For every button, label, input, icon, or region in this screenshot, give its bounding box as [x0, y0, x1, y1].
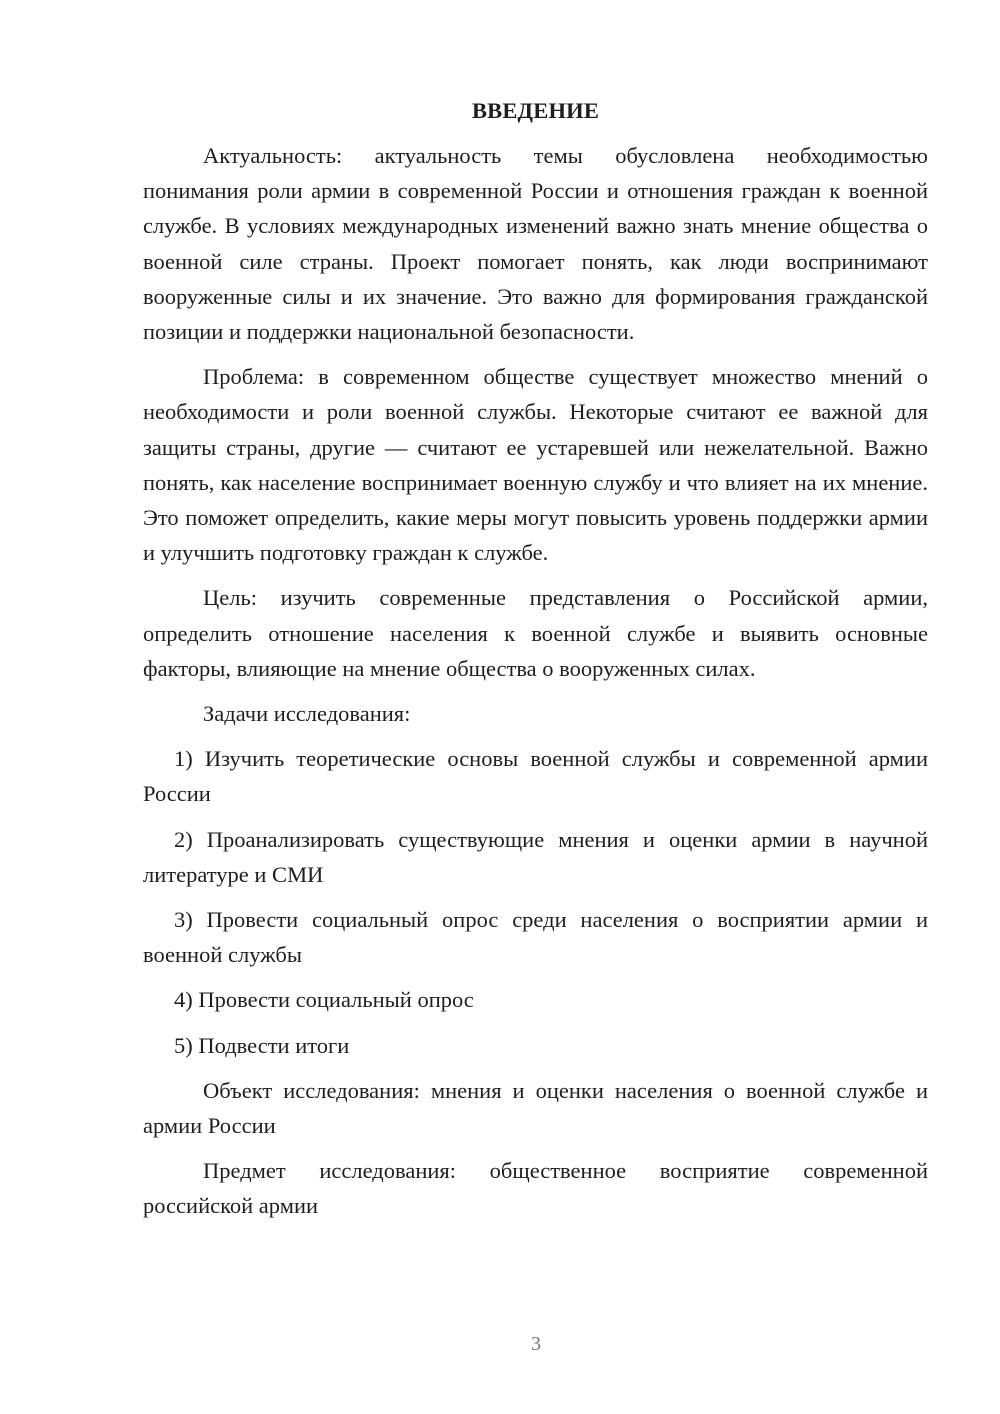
list-item: 1) Изучить теоретические основы военной службы и современной армии России: [143, 746, 928, 807]
page-content: [143, 93, 928, 1234]
paragraph-problem: Проблема: в современном обществе существует множество мнений о необходимости и роли военной службы. Некоторые считают ее важной для защиты страны, другие — считают ее устаревшей или нежелательной. Важно понять, как население воспринимает военную службу и что влияет на их мнение. Это поможет определить, какие меры могут повысить уровень поддержки армии и улучшить подготовку граждан к службе.: [143, 364, 928, 566]
page-number: 3: [531, 1333, 541, 1355]
paragraph-subject: Предмет исследования: общественное восприятие современной российской армии: [143, 1158, 928, 1219]
list-item: 4) Провести социальный опрос: [174, 987, 474, 1013]
tasks-list: [143, 741, 928, 1063]
list-item: 3) Провести социальный опрос среди населения о восприятии армии и военной службы: [143, 907, 928, 968]
paragraph-relevance: Актуальность: актуальность темы обусловлена необходимостью понимания роли армии в современной России и отношения граждан к военной службе. В условиях международных изменений важно знать мнение общества о военной силе страны. Проект помогает понять, как люди воспринимают вооруженные силы и их значение. Это важно для формирования гражданской позиции и поддержки национальной безопасности.: [143, 143, 928, 345]
list-item: 5) Подвести итоги: [174, 1032, 350, 1058]
page-title: ВВЕДЕНИЕ: [471, 98, 600, 123]
paragraph-goal: Цель: изучить современные представления о Российской армии, определить отношение населения к военной службе и выявить основные факторы, влияющие на мнение общества о вооруженных силах.: [143, 585, 928, 681]
tasks-heading: Задачи исследования:: [203, 701, 411, 727]
list-item: 2) Проанализировать существующие мнения и оценки армии в научной литературе и СМИ: [143, 826, 928, 887]
paragraph-object: Объект исследования: мнения и оценки населения о военной службе и армии России: [143, 1077, 928, 1139]
